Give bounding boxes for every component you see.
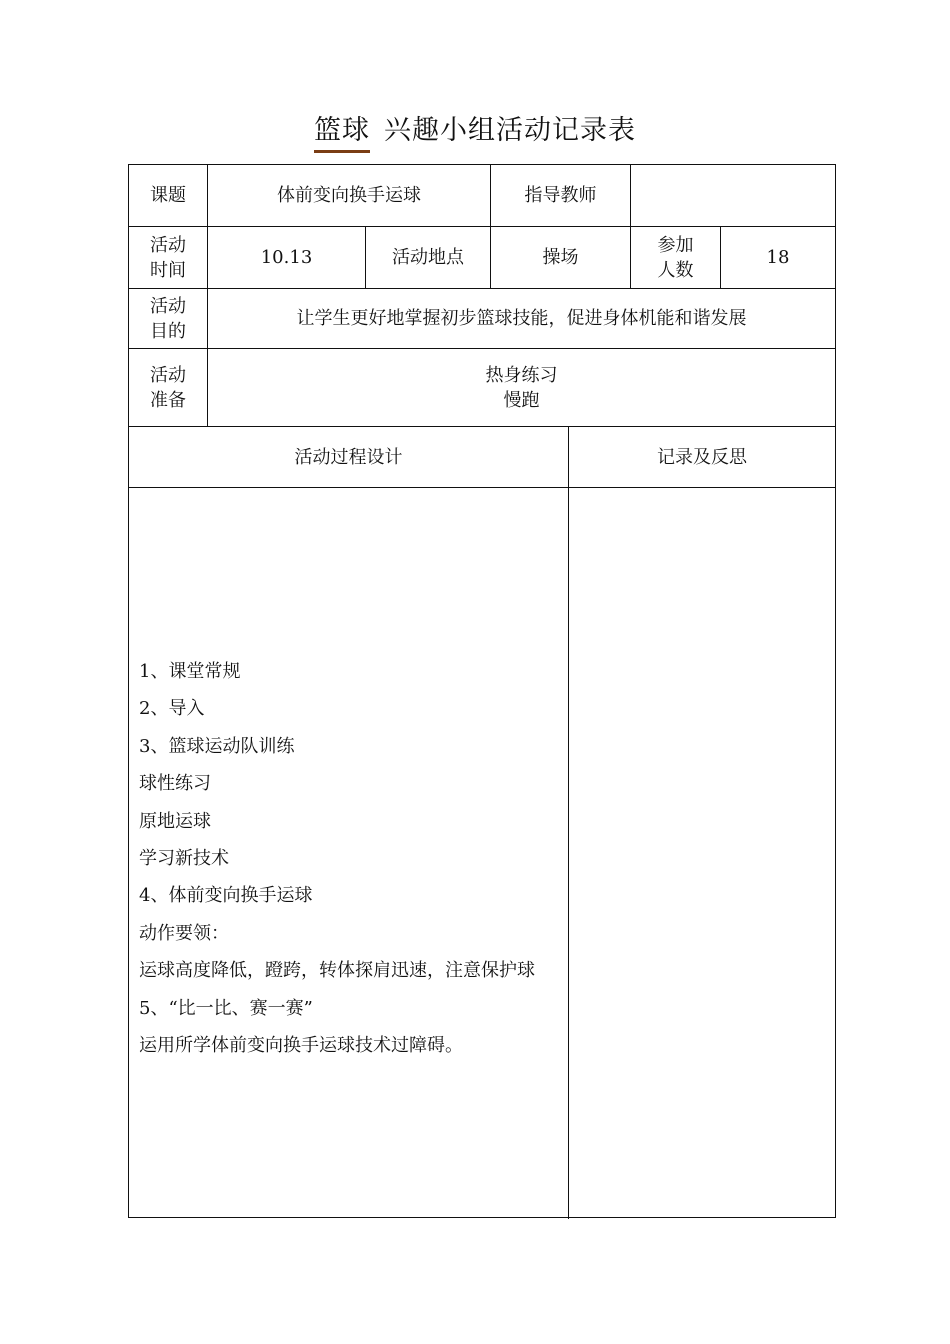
process-step: 5、“比一比、赛一赛” xyxy=(139,997,313,1019)
purpose-label xyxy=(129,289,207,348)
preparation-label-line2: 准备 xyxy=(150,389,186,411)
title-rest: 兴趣小组活动记录表 xyxy=(384,115,636,146)
purpose-value: 让学生更好地掌握初步篮球技能，促进身体机能和谐发展 xyxy=(296,308,747,329)
preparation-line1: 热身练习 xyxy=(485,364,558,386)
process-design-header: 活动过程设计 xyxy=(294,446,403,468)
topic-label: 课题 xyxy=(150,185,186,206)
preparation-label xyxy=(129,349,207,426)
preparation-label-line1: 活动 xyxy=(150,364,186,386)
time-label xyxy=(129,227,207,288)
time-label-line1: 活动 xyxy=(150,234,186,256)
count-value: 18 xyxy=(766,247,790,268)
reflection-body xyxy=(569,488,835,1217)
time-value: 10.13 xyxy=(260,247,313,268)
purpose-label-line1: 活动 xyxy=(150,295,186,317)
teacher-value xyxy=(631,165,835,226)
process-steps-list xyxy=(139,653,569,1064)
place-value: 操场 xyxy=(542,247,579,268)
process-step: 球性练习 xyxy=(139,773,211,795)
count-label xyxy=(631,227,720,288)
count-label-line2: 人数 xyxy=(657,259,694,281)
activity-record-form xyxy=(128,164,836,1218)
preparation-value xyxy=(208,349,835,426)
process-step: 运球高度降低，蹬跨，转体探肩迅速，注意保护球 xyxy=(139,960,535,982)
reflection-header: 记录及反思 xyxy=(657,446,747,468)
place-label: 活动地点 xyxy=(392,247,464,268)
purpose-label-line2: 目的 xyxy=(150,320,186,342)
process-step: 学习新技术 xyxy=(139,847,229,869)
process-step: 运用所学体前变向换手运球技术过障碍。 xyxy=(139,1034,463,1056)
process-step: 4、体前变向换手运球 xyxy=(139,885,313,907)
count-label-line1: 参加 xyxy=(657,234,694,256)
process-step: 动作要领： xyxy=(139,922,229,944)
teacher-label: 指导教师 xyxy=(524,185,597,206)
time-label-line2: 时间 xyxy=(150,259,186,281)
title-sport: 篮球 xyxy=(314,108,370,147)
topic-value: 体前变向换手运球 xyxy=(277,185,421,206)
preparation-line2: 慢跑 xyxy=(503,389,540,411)
process-step: 3、篮球运动队训练 xyxy=(139,735,295,757)
process-step: 2、导入 xyxy=(139,698,205,720)
process-step: 1、课堂常规 xyxy=(139,661,241,682)
process-step: 原地运球 xyxy=(139,810,211,832)
page-title xyxy=(0,108,950,147)
